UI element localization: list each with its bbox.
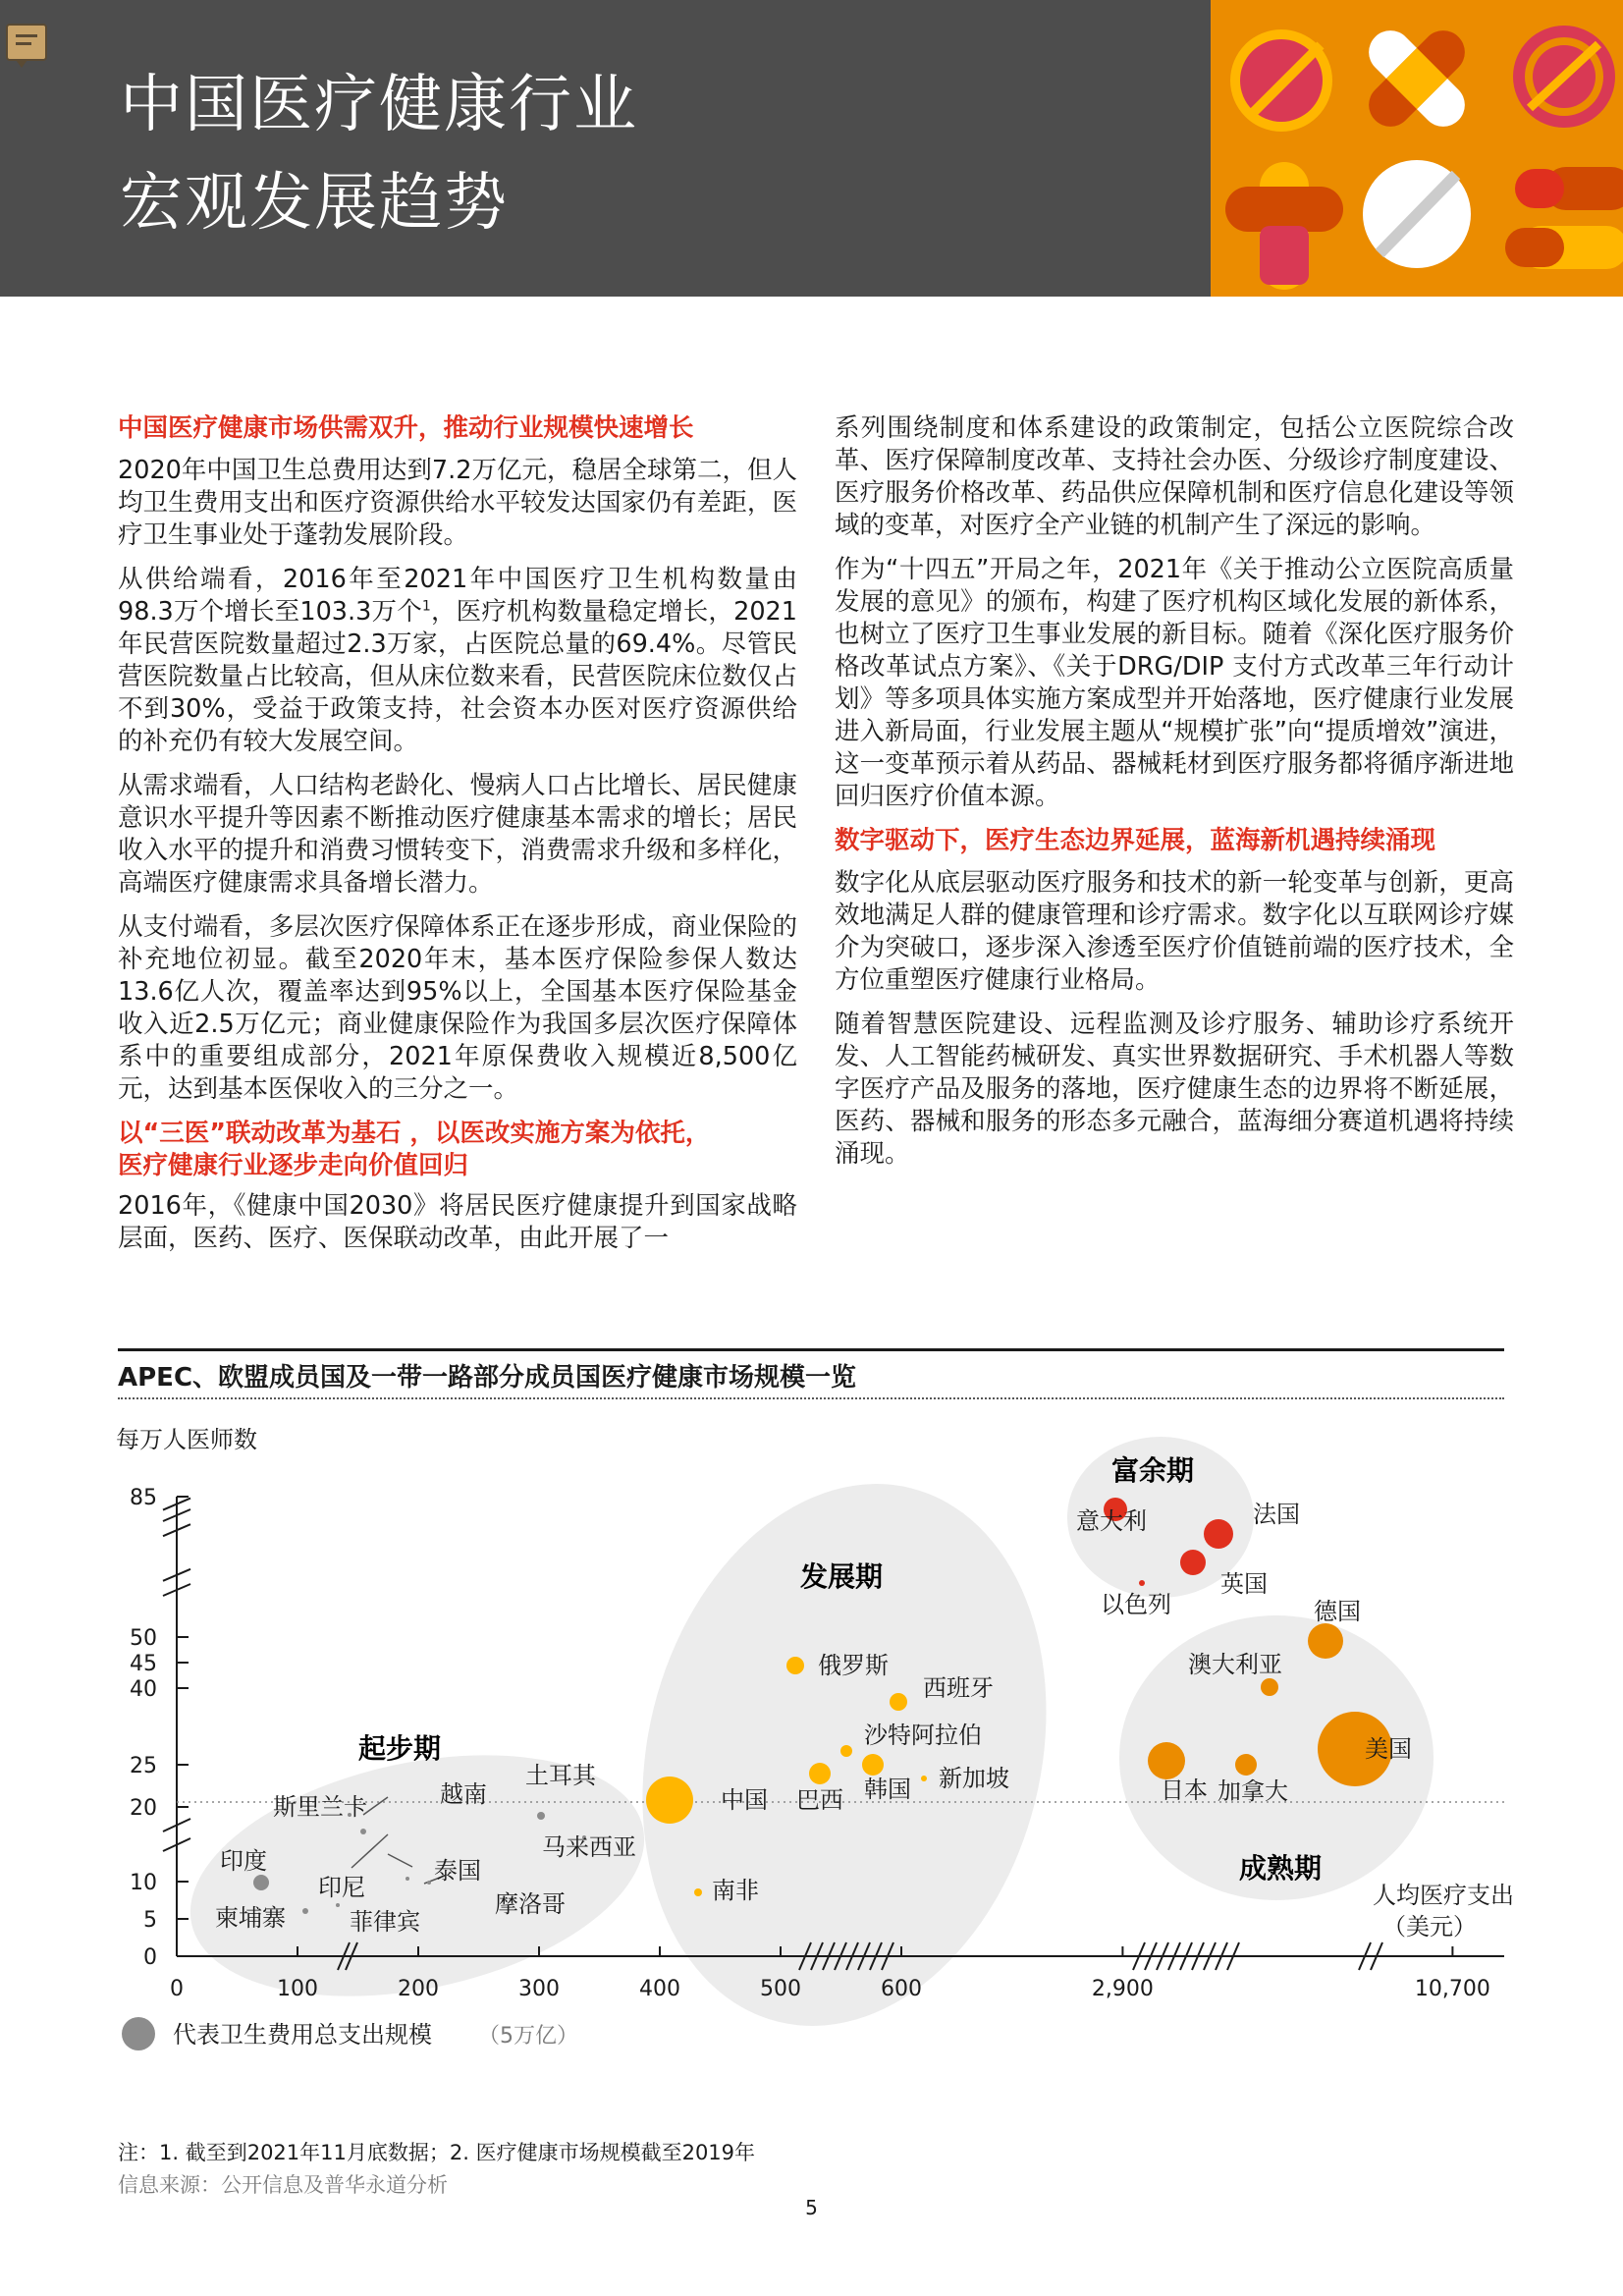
bubble-加拿大 (1235, 1754, 1257, 1776)
bubble-label: 巴西 (796, 1786, 843, 1814)
bubble-label: 马来西亚 (542, 1833, 636, 1861)
x-tick-label: 600 (881, 1977, 922, 2001)
bubble-沙特阿拉伯 (840, 1745, 852, 1757)
paragraph: 作为“十四五”开局之年，2021年《关于推动公立医院高质量发展的意见》的颁布，构建了医疗机构区域化发展的新体系，也树立了医疗卫生事业发展的新目标。随着《深化医疗服务价格改革试点方案》、《关于DRG/DIP 支付方式改革三年行动计划》等多项具体实施方案成型并开始落地，医疗健康行业发展进入新局面，行业发展主题从“规模扩张”向“提质增效”演进，这一变革预示着从药品、器械耗材到医疗服务都将循序渐进地回归医疗价值本源。 (835, 555, 1514, 811)
bubble-label: 印度 (220, 1847, 267, 1875)
y-tick-label: 20 (130, 1796, 157, 1821)
x-tick-label: 500 (760, 1977, 801, 2001)
bubble-英国 (1180, 1550, 1206, 1575)
paragraph: 从供给端看，2016年至2021年中国医疗卫生机构数量由98.3万个增长至103.3万个$^1$，医疗机构数量稳定增长，2021年民营医院数量超过2.3万家，占医院总量的69.4%。尽管民营医院数量占比较高，但从床位数来看，民营医院床位数仅占不到30%，受益于政策支持，社会资本办医对医疗资源供给的补充仍有较大发展空间。 (118, 565, 797, 756)
page-number: 5 (805, 2196, 818, 2219)
y-axis-label: 每万人医师数 (116, 1426, 257, 1453)
x-tick-label: 200 (398, 1977, 439, 2001)
bubble-chart (0, 1414, 1623, 2062)
bubble-法国 (1204, 1519, 1233, 1549)
paragraph: 2016年，《健康中国2030》将居民医疗健康提升到国家战略层面，医药、医疗、医保联动改革，由此开展了一 (118, 1191, 797, 1253)
bubble-label: 中国 (721, 1786, 768, 1814)
bubble-label: 意大利 (1076, 1507, 1147, 1535)
bubble-摩洛哥 (427, 1881, 431, 1885)
bubble-label: 南非 (712, 1877, 759, 1904)
bubble-label: 英国 (1220, 1570, 1268, 1598)
bubble-日本 (1148, 1742, 1185, 1779)
chart-title: APEC、欧盟成员国及一带一路部分成员国医疗健康市场规模一览 (118, 1363, 857, 1393)
paragraph: 从需求端看，人口结构老龄化、慢病人口占比增长、居民健康意识水平提升等因素不断推动医疗健康基本需求的增长；居民收入水平的提升和消费习惯转变下，消费需求升级和多样化，高端医疗健康需求具备增长潜力。 (118, 771, 797, 898)
bubble-label: 土耳其 (525, 1762, 596, 1789)
y-tick-label: 0 (143, 1945, 157, 1970)
bubble-泰国 (406, 1877, 409, 1881)
bubble-label: 摩洛哥 (495, 1890, 566, 1918)
legend-bubble (122, 2017, 155, 2050)
section-heading: 数字驱动下，医疗生态边界延展，蓝海新机遇持续涌现 (835, 826, 1436, 855)
stage-label-surplus: 富余期 (1111, 1454, 1195, 1487)
header-decoration (1211, 0, 1623, 297)
y-tick-label: 85 (130, 1486, 157, 1510)
bubble-label: 泰国 (434, 1857, 481, 1885)
bubble-label: 韩国 (864, 1776, 911, 1803)
bubble-label: 美国 (1365, 1735, 1412, 1763)
bubble-新加坡 (921, 1776, 927, 1781)
x-tick-label: 10,700 (1414, 1977, 1490, 2001)
bubble-俄罗斯 (786, 1657, 804, 1674)
page-title-line2: 宏观发展趋势 (120, 167, 509, 240)
bubble-label: 新加坡 (939, 1765, 1009, 1792)
footnote: 注：1. 截至到2021年11月底数据；2. 医疗健康市场规模截至2019年 (118, 2141, 756, 2164)
y-tick-label: 25 (130, 1754, 157, 1778)
x-tick-label: 300 (518, 1977, 560, 2001)
x-tick-label: 400 (639, 1977, 680, 2001)
paragraph: 系列围绕制度和体系建设的政策制定，包括公立医院综合改革、医疗保障制度改革、支持社会办医、分级诊疗制度建设、医疗服务价格改革、药品供应保障机制和医疗信息化建设等领域的变革，对医疗全产业链的机制产生了深远的影响。 (835, 413, 1514, 540)
bubble-柬埔寨 (302, 1908, 308, 1914)
pill-pattern-icon (1211, 0, 1623, 297)
bubble-以色列 (1139, 1580, 1145, 1586)
footnote-marker: 1 (421, 598, 431, 615)
bubble-label: 沙特阿拉伯 (864, 1722, 982, 1749)
paragraph: 数字化从底层驱动医疗服务和技术的新一轮变革与创新，更高效地满足人群的健康管理和诊疗需求。数字化以互联网诊疗媒介为突破口，逐步深入渗透至医疗价值链前端的医疗技术，全方位重塑医疗健康行业格局。 (835, 868, 1514, 995)
right-column (835, 412, 1514, 1182)
bubble-西班牙 (890, 1693, 907, 1711)
x-axis-unit: （美元） (1382, 1913, 1477, 1941)
bubble-label: 澳大利亚 (1188, 1651, 1282, 1678)
bubble-土耳其 (537, 1812, 545, 1820)
legend-unit: （5万亿） (478, 2024, 578, 2049)
bubble-label: 日本 (1161, 1777, 1208, 1804)
bubble-印度 (253, 1875, 269, 1890)
left-column (118, 412, 797, 1267)
paragraph: 随着智慧医院建设、远程监测及诊疗服务、辅助诊疗系统开发、人工智能药械研发、真实世界数据研究、手术机器人等数字医疗产品及服务的落地，医疗健康生态的边界将不断延展，医药、器械和服务的形态多元融合，蓝海细分赛道机遇将持续涌现。 (835, 1010, 1514, 1169)
bubble-label: 西班牙 (923, 1674, 994, 1702)
bubble-label: 菲律宾 (350, 1908, 420, 1936)
bubble-label: 柬埔寨 (215, 1904, 286, 1932)
y-tick-label: 40 (130, 1677, 157, 1702)
comment-icon[interactable] (6, 24, 47, 61)
bubble-label: 俄罗斯 (818, 1652, 889, 1679)
bubble-label: 法国 (1253, 1501, 1300, 1528)
bubble-越南 (360, 1829, 366, 1834)
bubble-韩国 (862, 1754, 884, 1776)
paragraph: 从支付端看，多层次医疗保障体系正在逐步形成，商业保险的补充地位初显。截至2020年末，基本医疗保险参保人数达13.6亿人次，覆盖率达到95%以上，全国基本医疗保险基金收入近2.5万亿元；商业健康保险作为我国多层次医疗保障体系中的重要组成部分，2021年原保费收入规模近8,500亿元，达到基本医保收入的三分之一。 (118, 912, 797, 1104)
legend-label: 代表卫生费用总支出规模 (173, 2021, 432, 2049)
x-axis-label: 人均医疗支出 (1373, 1882, 1514, 1909)
source-note: 信息来源：公开信息及普华永道分析 (118, 2173, 448, 2197)
x-tick-label: 0 (170, 1977, 184, 2001)
bubble-label: 斯里兰卡 (273, 1793, 367, 1821)
y-tick-labels (130, 1486, 157, 1970)
paragraph: 2020年中国卫生总费用达到7.2万亿元，稳居全球第二，但人均卫生费用支出和医疗资源供给水平较发达国家仍有差距，医疗卫生事业处于蓬勃发展阶段。 (118, 456, 797, 550)
chart-rule-dotted (118, 1397, 1504, 1399)
bubble-label: 印尼 (318, 1874, 365, 1901)
stage-label-develop: 发展期 (800, 1560, 884, 1593)
bubble-label: 加拿大 (1217, 1777, 1288, 1805)
bubble-label: 德国 (1314, 1598, 1361, 1625)
bubble-澳大利亚 (1261, 1678, 1278, 1696)
x-tick-label: 100 (277, 1977, 318, 2001)
section-heading: 以“三医”联动改革为基石 ，以医改实施方案为依托， 医疗健康行业逐步走向价值回归 (118, 1119, 711, 1180)
stage-label-mature: 成熟期 (1239, 1852, 1323, 1885)
stage-label-start: 起步期 (358, 1732, 442, 1765)
page-title-line1: 中国医疗健康行业 (120, 69, 638, 141)
bubble-巴西 (809, 1763, 831, 1784)
y-tick-label: 45 (130, 1652, 157, 1676)
section-heading: 中国医疗健康市场供需双升，推动行业规模快速增长 (118, 413, 694, 443)
bubble-菲律宾 (336, 1903, 340, 1907)
x-tick-label: 2,900 (1091, 1977, 1154, 2001)
bubble-label: 越南 (440, 1780, 487, 1808)
y-tick-label: 10 (130, 1871, 157, 1895)
bubble-label: 以色列 (1101, 1591, 1171, 1618)
y-tick-label: 5 (143, 1908, 157, 1933)
y-tick-label: 50 (130, 1626, 157, 1651)
bubble-南非 (694, 1888, 702, 1896)
bubble-中国 (646, 1777, 693, 1824)
bubble-德国 (1308, 1623, 1343, 1659)
chart-rule (118, 1348, 1504, 1351)
header-banner (0, 0, 1623, 297)
